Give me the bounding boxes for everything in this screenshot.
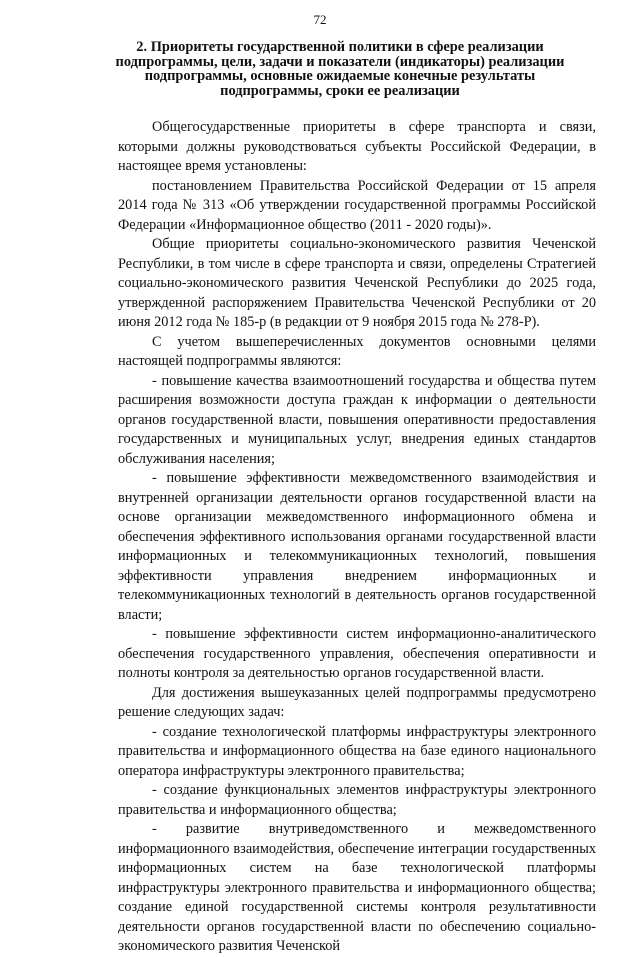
page-number: 72 [313,12,327,27]
list-item: - создание технологической платформы инфраструктуры электронного правительства и информационного общества на базе единого национального оператора инфраструктуры электронного правительства; [118,723,596,779]
list-item: - повышение качества взаимоотношений государства и общества путем расширения возможности доступа граждан к информации о деятельности органов государственной власти, повышения оперативности предоставления государственных и муниципальных услуг, внедрения единых стандартов обслуживания населения; [118,372,596,467]
paragraph: Для достижения вышеуказанных целей подпрограммы предусмотрено решение следующих задач: [118,684,596,720]
body-text [118,118,596,957]
list-item: - повышение эффективности межведомственного взаимодействия и внутренней организации деятельности органов государственной власти на основе организации межведомственного информационного обмена и обеспечения эффективного использования органами государственной власти информационных и телекоммуникационных технологий, повышения эффективности управления внедрением информационных и телекоммуникационных технологий в деятельность органов государственной власти; [118,470,596,623]
list-item: - повышение эффективности систем информационно-аналитического обеспечения государственного управления, обеспечения оперативности и полноты контроля за деятельностью органов государственной власти. [118,626,596,681]
paragraph: Общие приоритеты социально-экономического развития Чеченской Республики, в том числе в сфере транспорта и связи, определены Стратегией социально-экономического развития Чеченской Республики до 2025 года, утвержденной распоряжением Правительства Чеченской Республики от 20 июня 2012 года № 185-р (в редакции от 9 ноября 2015 года № 278-Р). [118,236,596,330]
list-item: - создание функциональных элементов инфраструктуры электронного правительства и информационного общества; [118,782,596,818]
paragraph: С учетом вышеперечисленных документов основными целями настоящей подпрограммы являются: [118,333,596,369]
list-item: - развитие внутриведомственного и межведомственного информационного взаимодействия, обеспечение интеграции государственных информационных систем на базе технологической платформы инфраструктуры электронного правительства и информационного общества; создание единой государственной системы контроля результативности деятельности органов государственной власти по обеспечению социально-экономического развития Чеченской [118,821,596,954]
paragraph: постановлением Правительства Российской Федерации от 15 апреля 2014 года № 313 «Об утверждении государственной программы Российской Федерации «Информационное общество (2011 - 2020 годы)». [118,177,596,233]
section-heading: 2. Приоритеты государственной политики в сфере реализации подпрограммы, цели, задачи и показатели (индикаторы) реализации подпрограммы, основные ожидаемые конечные результаты подпрограммы, сроки ее реализации [115,39,565,99]
paragraph: Общегосударственные приоритеты в сфере транспорта и связи, которыми должны руководствоваться субъекты Российской Федерации, в настоящее время установлены: [118,119,596,174]
